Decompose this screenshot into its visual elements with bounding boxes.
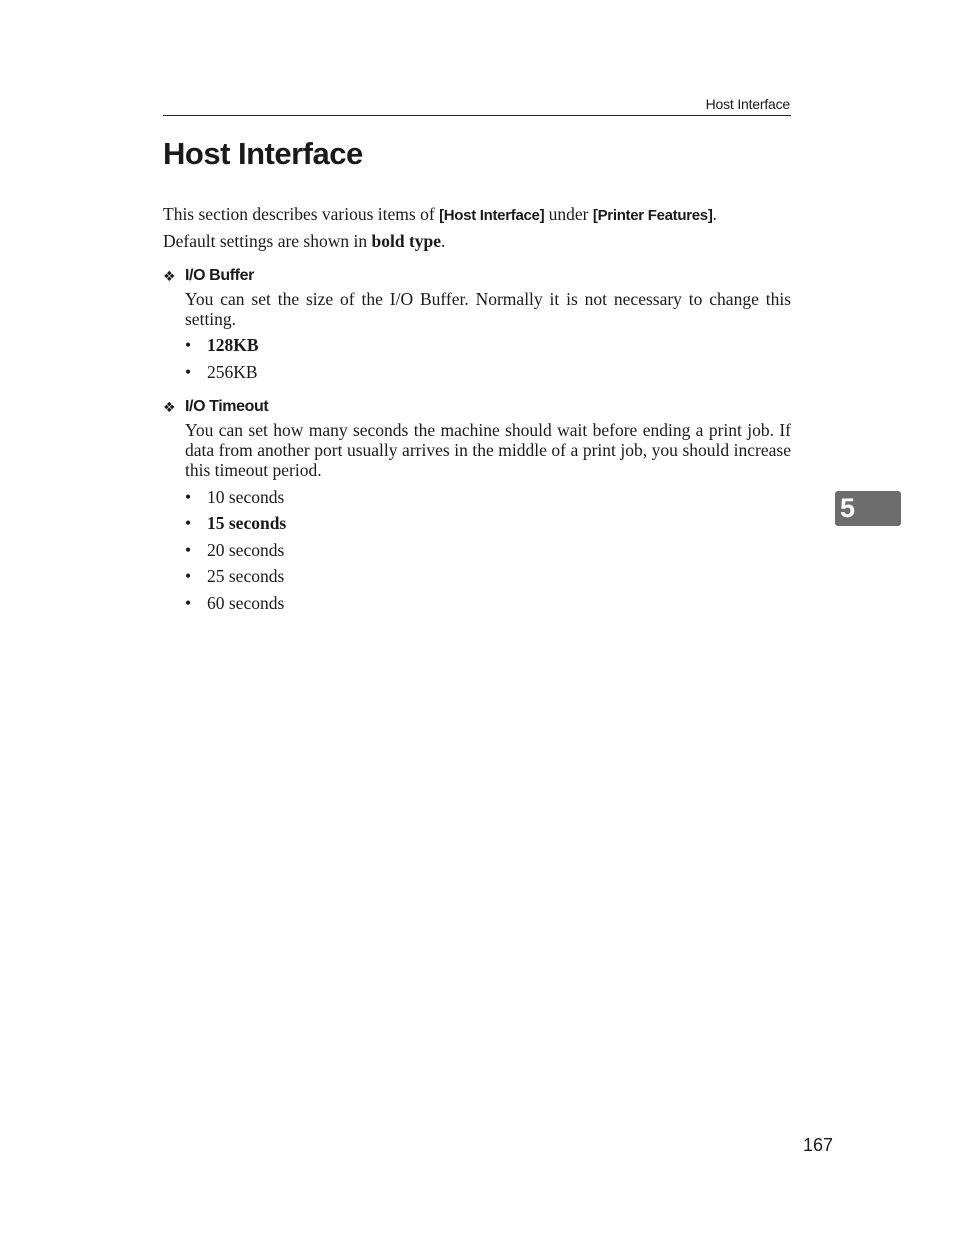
list-item-label: 256KB — [207, 362, 258, 382]
chapter-tab — [835, 491, 901, 526]
intro-text-a: This section describes various items of — [163, 204, 440, 224]
bullet-dot-icon: • — [185, 513, 192, 533]
list-item-label: 128KB — [207, 335, 259, 355]
intro-bold-type: bold type — [371, 231, 442, 251]
bullet-dot-icon: • — [185, 540, 192, 560]
list-item-label: 15 seconds — [207, 513, 287, 533]
section-body-io-timeout: You can set how many seconds the machine should wait before ending a print job. If data from another port usually arrives in the middle of a print job, you should increase this timeout period. — [185, 420, 791, 480]
ui-term-printer-features: [Printer Features] — [592, 207, 713, 224]
section-body-io-buffer: You can set the size of the I/O Buffer. Normally it is not necessary to change this setting. — [185, 289, 791, 329]
page-number: 167 — [803, 1135, 834, 1155]
list-item-label: 10 seconds — [207, 487, 285, 507]
list-item-label: 60 seconds — [207, 593, 285, 613]
section-heading-label: I/O Timeout — [185, 398, 269, 415]
bullet-dot-icon: • — [185, 566, 192, 586]
bullet-dot-icon: • — [185, 362, 192, 382]
list-item — [185, 566, 284, 586]
list-item-label: 20 seconds — [207, 540, 285, 560]
list-item — [185, 513, 286, 533]
running-header: Host Interface — [705, 96, 790, 112]
section-heading-label: I/O Buffer — [185, 267, 254, 284]
intro-text-d: Default settings are shown in — [163, 231, 372, 251]
ui-term-host-interface: [Host Interface] — [439, 207, 545, 224]
diamond-icon: ❖ — [163, 398, 176, 415]
diamond-icon: ❖ — [163, 267, 176, 284]
intro-text-b: under — [544, 204, 593, 224]
intro-line-1 — [163, 204, 791, 226]
page-title: Host Interface — [163, 136, 363, 171]
intro-text-c: . — [712, 204, 717, 224]
section-heading-io-buffer — [163, 267, 254, 285]
list-item — [185, 335, 259, 355]
bullet-dot-icon: • — [185, 335, 192, 355]
bullet-dot-icon: • — [185, 593, 192, 613]
chapter-number: 5 — [840, 493, 856, 523]
list-item — [185, 362, 258, 382]
bullet-dot-icon: • — [185, 487, 192, 507]
list-item-label: 25 seconds — [207, 566, 285, 586]
list-item — [185, 540, 284, 560]
list-item — [185, 487, 284, 507]
header-rule — [163, 115, 791, 116]
list-item — [185, 593, 284, 613]
intro-line-2 — [163, 231, 791, 251]
intro-text-e: . — [441, 231, 446, 251]
section-heading-io-timeout — [163, 398, 268, 416]
